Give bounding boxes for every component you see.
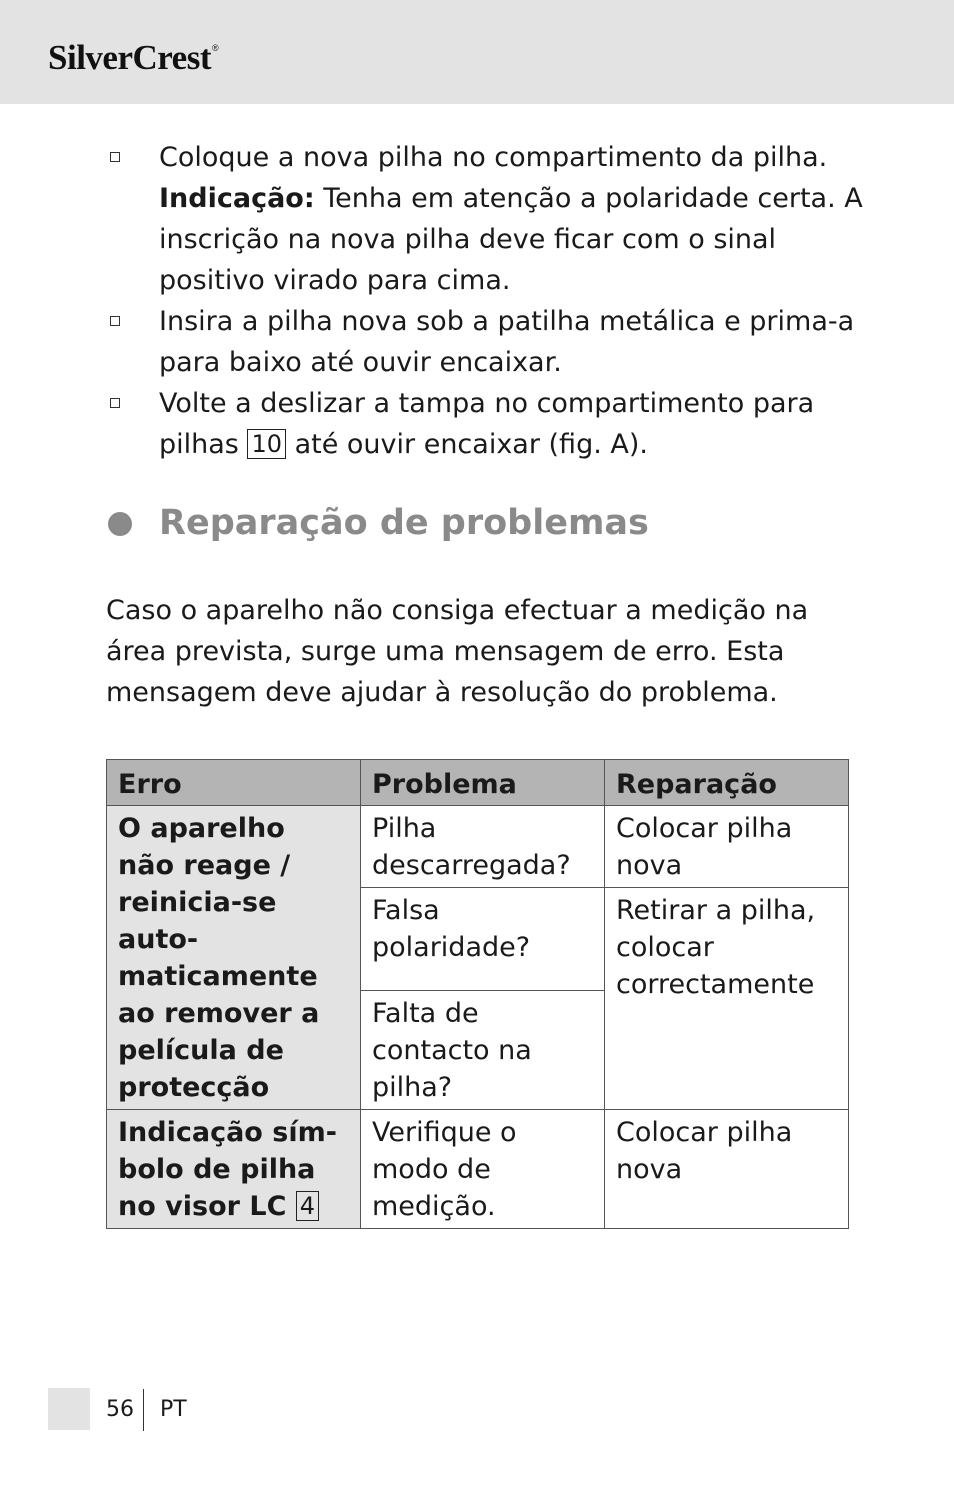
- checkbox-bullet-icon: [110, 152, 120, 162]
- registered-mark: ®: [211, 43, 219, 53]
- intro-paragraph: Caso o aparelho não consiga efectuar a medição na área prevista, surge uma mensagem de erro. Esta mensagem deve ajudar à resolução do problema.: [106, 595, 809, 708]
- footer-divider: [143, 1389, 144, 1431]
- problem-cell: Verifique o modo de medição.: [361, 1110, 605, 1229]
- fix-cell: Colocar pilha nova: [605, 1110, 849, 1229]
- note-label: Indicação:: [159, 183, 315, 214]
- problem-cell: Falta de contacto na pilha?: [361, 991, 605, 1110]
- error-cell: [107, 1110, 361, 1229]
- error-text: Indicação símbolo de pilha no visor LC: [118, 1117, 337, 1222]
- problem-cell: Pilha descarregada?: [361, 806, 605, 888]
- part-reference: 4: [296, 1191, 319, 1221]
- section-heading: [106, 498, 866, 548]
- table-row: [107, 806, 849, 888]
- section-title: Reparação de problemas: [159, 503, 649, 543]
- note-text: Tenha em atenção a polaridade certa. A inscrição na nova pilha deve ficar com o sinal positivo virado para cima.: [159, 183, 863, 296]
- page-number: 56: [106, 1397, 134, 1422]
- header-band: [0, 0, 954, 104]
- language-code: PT: [160, 1397, 187, 1422]
- step-text: Volte a deslizar a tampa no compartimento para pilhas: [159, 388, 815, 460]
- footer-marker: [48, 1388, 90, 1430]
- instruction-steps: [106, 137, 866, 465]
- brand-logo: [48, 38, 218, 78]
- checkbox-bullet-icon: [110, 398, 120, 408]
- problem-cell: Falsa polaridade?: [361, 888, 605, 991]
- step-text: até ouvir encaixar (fig. A).: [286, 429, 648, 460]
- table-header-row: [107, 760, 849, 806]
- column-header-erro: Erro: [107, 760, 361, 806]
- fix-cell: Retirar a pilha, colocar correctamente: [605, 888, 849, 1110]
- table-row: [107, 1110, 849, 1229]
- column-header-reparacao: Reparação: [605, 760, 849, 806]
- step-item: [106, 383, 866, 465]
- step-item: [106, 137, 866, 301]
- fix-cell: Colocar pilha nova: [605, 806, 849, 888]
- part-reference: 10: [247, 429, 286, 459]
- checkbox-bullet-icon: [110, 316, 120, 326]
- step-item: [106, 301, 866, 383]
- error-cell: O aparelho não reage / reinicia-se automaticamente ao remover a película de protecção: [107, 806, 361, 1110]
- step-text: Coloque a nova pilha no compartimento da pilha.: [159, 142, 828, 173]
- step-text: Insira a pilha nova sob a patilha metálica e prima-a para baixo até ouvir encaixar.: [159, 306, 855, 378]
- column-header-problema: Problema: [361, 760, 605, 806]
- brand-name: SilverCrest: [48, 38, 211, 77]
- troubleshooting-table: [106, 759, 849, 1229]
- bullet-dot-icon: [108, 512, 132, 536]
